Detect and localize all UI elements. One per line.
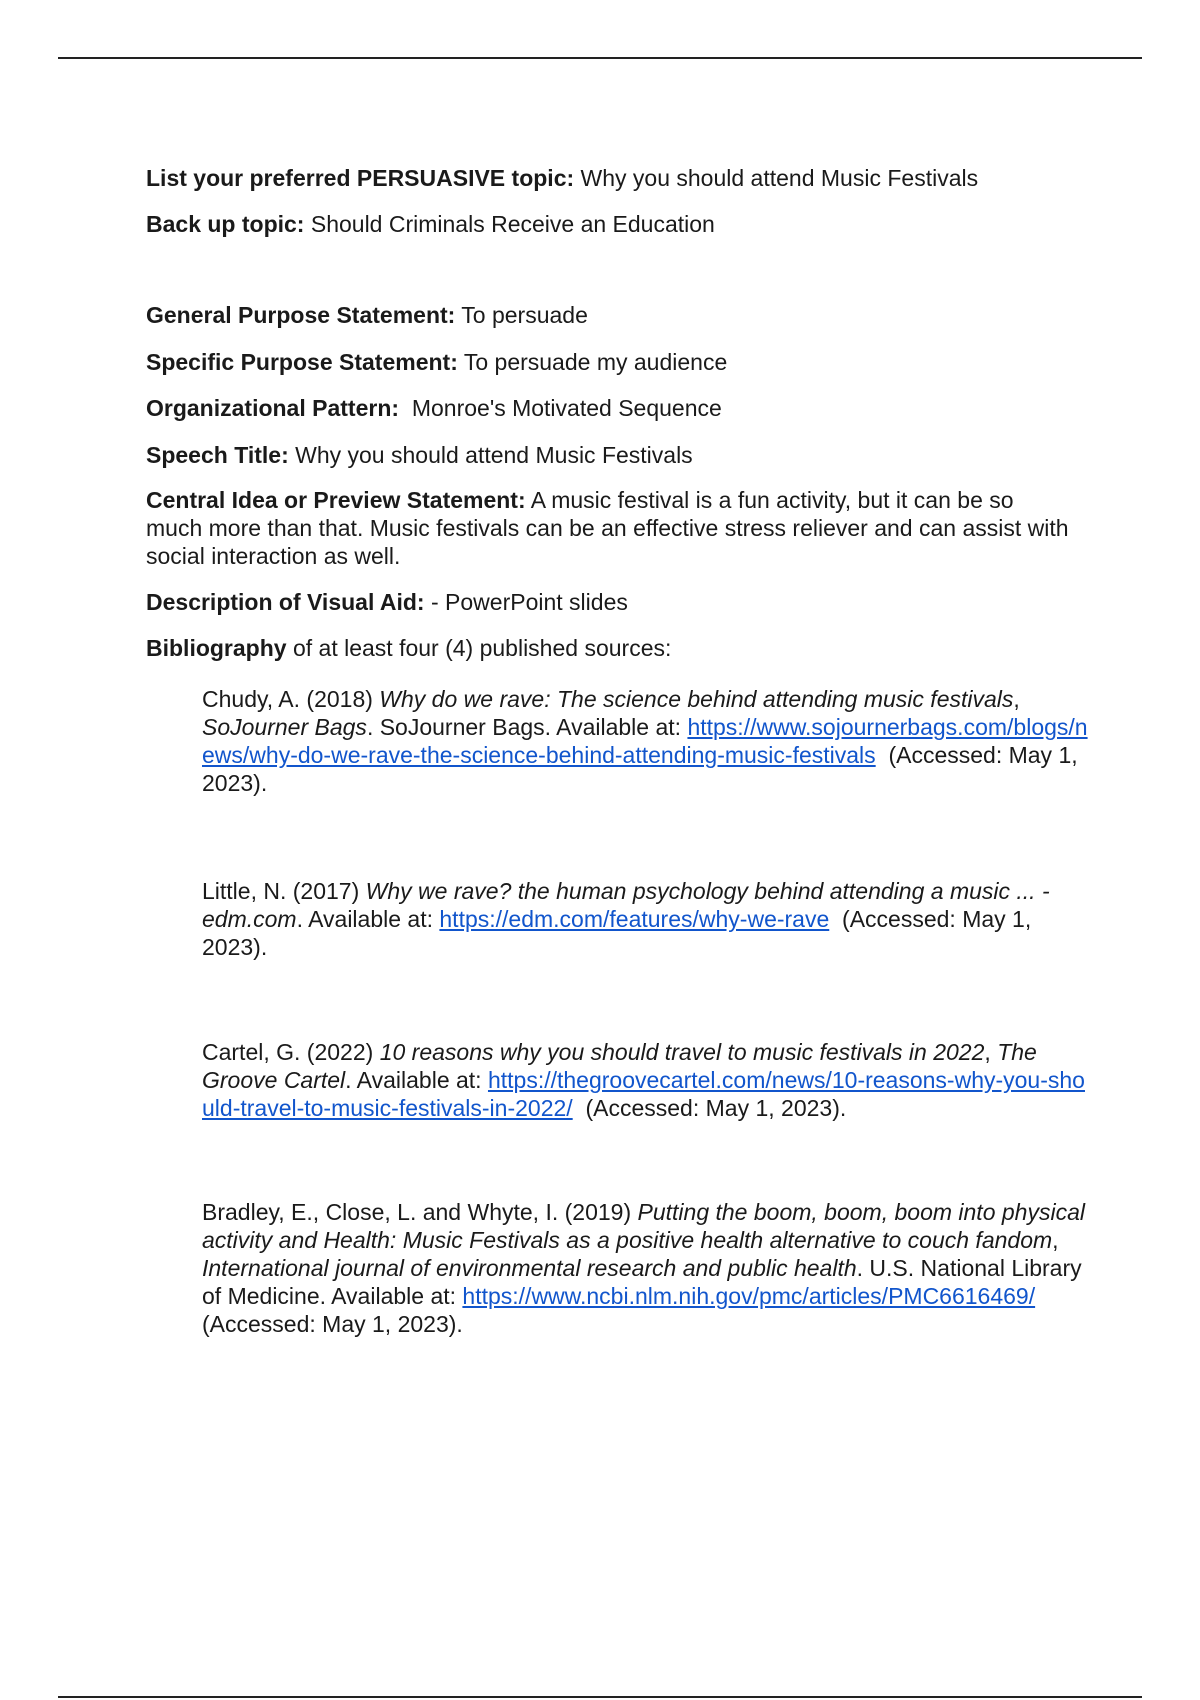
visual-aid-value: - PowerPoint slides <box>431 589 628 615</box>
reference-separator: , <box>984 1039 991 1065</box>
specific-purpose-label: Specific Purpose Statement: <box>146 349 458 375</box>
general-purpose-label: General Purpose Statement: <box>146 302 456 328</box>
reference-source: SoJourner Bags <box>202 714 367 740</box>
reference-link[interactable]: https://www.sojournerbags.com/blogs/news/why-do-we-rave-the-science-behind-attending-music-festivals <box>202 714 1088 768</box>
reference-title: 10 reasons why you should travel to music festivals in 2022 <box>379 1039 985 1065</box>
backup-topic-field <box>146 210 1076 238</box>
bibliography-field <box>146 634 1076 662</box>
reference-link[interactable]: https://edm.com/features/why-we-rave <box>439 906 830 932</box>
bibliography-label: Bibliography <box>146 635 287 661</box>
reference-author: Cartel, G. (2022) <box>202 1039 374 1065</box>
reference-item <box>202 685 1092 797</box>
bibliography-value: of at least four (4) published sources: <box>292 635 672 661</box>
reference-title: Why we rave? the human psychology behind attending a music ... - edm.com <box>202 878 1050 932</box>
reference-source: International journal of environmental research and public health <box>202 1255 857 1281</box>
speech-title-label: Speech Title: <box>146 442 289 468</box>
speech-title-field <box>146 441 1076 469</box>
reference-author: Chudy, A. (2018) <box>202 686 373 712</box>
top-rule <box>58 57 1142 59</box>
bottom-rule <box>58 1696 1142 1698</box>
reference-accessed: (Accessed: May 1, 2023). <box>585 1095 847 1121</box>
reference-link[interactable]: https://thegroovecartel.com/news/10-reasons-why-you-should-travel-to-music-festivals-in-2022/ <box>202 1067 1085 1121</box>
org-pattern-label: Organizational Pattern: <box>146 395 400 421</box>
reference-publisher: . SoJourner Bags. Available at: <box>366 714 682 740</box>
specific-purpose-value: To persuade my audience <box>463 349 728 375</box>
persuasive-topic-value: Why you should attend Music Festivals <box>580 165 979 191</box>
backup-topic-value: Should Criminals Receive an Education <box>310 211 715 237</box>
central-idea-field <box>146 486 1076 570</box>
reference-title: Putting the boom, boom, boom into physical activity and Health: Music Festivals as a positive health alternative to couch fandom <box>202 1199 1085 1253</box>
general-purpose-field <box>146 301 1076 329</box>
reference-item <box>202 1198 1092 1338</box>
general-purpose-value: To persuade <box>461 302 588 328</box>
reference-source: The Groove Cartel <box>202 1039 1037 1093</box>
central-idea-value: A music festival is a fun activity, but it can be so much more than that. Music festivals can be an effective stress reliever and can assist with social interaction as well. <box>146 487 1069 569</box>
speech-title-value: Why you should attend Music Festivals <box>295 442 693 468</box>
specific-purpose-field <box>146 348 1076 376</box>
org-pattern-field <box>146 394 1076 422</box>
reference-publisher: . Available at: <box>345 1067 482 1093</box>
reference-publisher: . Available at: <box>296 906 433 932</box>
reference-separator: , <box>1052 1227 1059 1253</box>
visual-aid-label: Description of Visual Aid: <box>146 589 425 615</box>
persuasive-topic-label: List your preferred PERSUASIVE topic: <box>146 165 575 191</box>
persuasive-topic-field <box>146 164 1076 192</box>
reference-item <box>202 877 1092 961</box>
reference-accessed: (Accessed: May 1, 2023). <box>202 1311 463 1337</box>
backup-topic-label: Back up topic: <box>146 211 305 237</box>
org-pattern-value: Monroe's Motivated Sequence <box>411 395 722 421</box>
reference-accessed: (Accessed: May 1, 2023). <box>202 742 1078 796</box>
reference-link[interactable]: https://www.ncbi.nlm.nih.gov/pmc/articles/PMC6616469/ <box>462 1283 1036 1309</box>
reference-author: Bradley, E., Close, L. and Whyte, I. (2019) <box>202 1199 632 1225</box>
visual-aid-field <box>146 588 1076 616</box>
reference-item <box>202 1038 1092 1122</box>
reference-title: Why do we rave: The science behind attending music festivals <box>379 686 1014 712</box>
reference-publisher: . U.S. National Library of Medicine. Available at: <box>202 1255 1082 1309</box>
reference-accessed: (Accessed: May 1, 2023). <box>202 906 1032 960</box>
reference-separator: , <box>1013 686 1020 712</box>
central-idea-label: Central Idea or Preview Statement: <box>146 487 526 513</box>
reference-author: Little, N. (2017) <box>202 878 360 904</box>
